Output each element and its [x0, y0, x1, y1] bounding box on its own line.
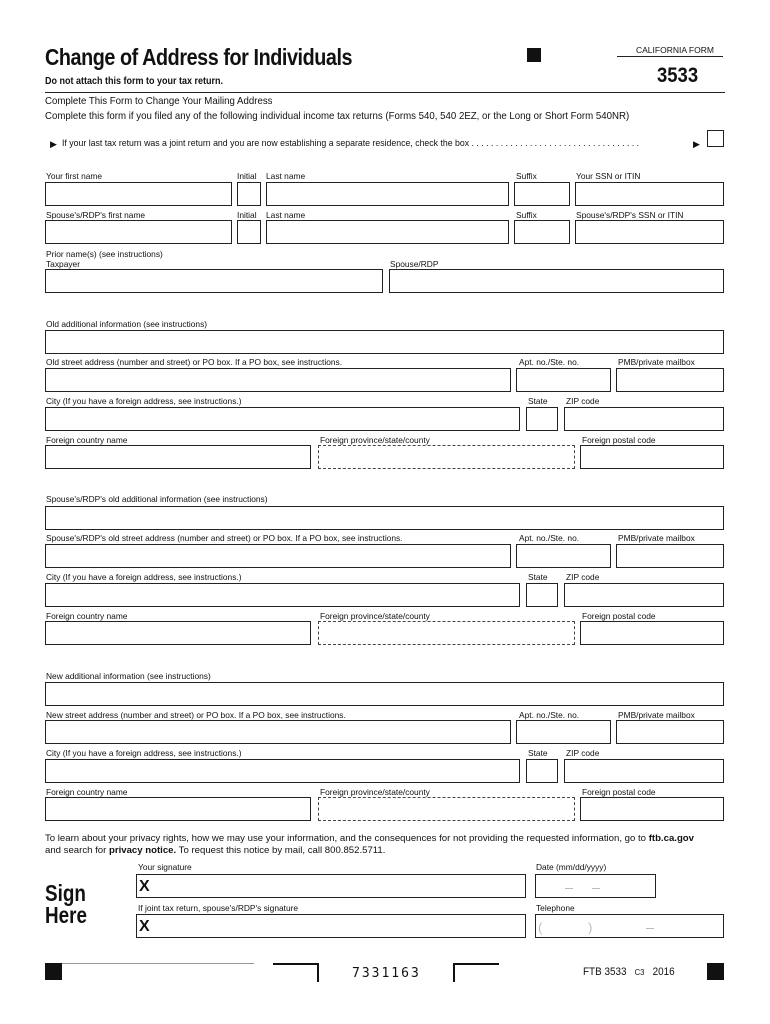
old-foreign-province-label: Foreign province/state/county — [320, 435, 430, 445]
your-signature-label: Your signature — [138, 862, 192, 872]
date-separator-2 — [592, 888, 600, 889]
spouse-old-pmb-label: PMB/private mailbox — [618, 533, 695, 543]
new-street-field[interactable] — [45, 720, 511, 744]
spouse-old-apt-field[interactable] — [516, 544, 611, 568]
your-initial-field[interactable] — [237, 182, 261, 206]
privacy-notice-keyword: privacy notice. — [109, 845, 177, 856]
spouse-old-state-label: State — [528, 572, 548, 582]
old-street-field[interactable] — [45, 368, 511, 392]
sign-word: Sign — [45, 880, 86, 906]
footer-form-id — [583, 966, 675, 978]
spouse-old-state-field[interactable] — [526, 583, 558, 607]
new-foreign-postal-label: Foreign postal code — [582, 787, 656, 797]
telephone-label: Telephone — [536, 903, 575, 913]
spouse-old-apt-label: Apt. no./Ste. no. — [519, 533, 580, 543]
spouse-old-foreign-postal-label: Foreign postal code — [582, 611, 656, 621]
spouse-suffix-field[interactable] — [514, 220, 570, 244]
old-zip-label: ZIP code — [566, 396, 600, 406]
your-signature-field[interactable] — [136, 874, 526, 898]
spouse-ssn-label: Spouse's/RDP's SSN or ITIN — [576, 210, 684, 220]
new-state-field[interactable] — [526, 759, 558, 783]
prior-name-taxpayer-field[interactable] — [45, 269, 383, 293]
privacy-notice — [45, 833, 694, 857]
registration-mark-bottom-left — [45, 963, 62, 980]
new-foreign-province-field[interactable] — [318, 797, 575, 821]
your-ssn-field[interactable] — [575, 182, 724, 206]
new-city-field[interactable] — [45, 759, 520, 783]
spouse-old-foreign-postal-field[interactable] — [580, 621, 724, 645]
footer-year: 2016 — [652, 966, 675, 978]
footer-bracket-right — [453, 963, 499, 982]
footer-form-name: FTB 3533 — [583, 966, 627, 978]
new-street-label: New street address (number and street) or PO box. If a PO box, see instructions. — [46, 710, 346, 720]
old-city-field[interactable] — [45, 407, 520, 431]
old-state-field[interactable] — [526, 407, 558, 431]
spouse-old-foreign-province-field[interactable] — [318, 621, 575, 645]
privacy-text-2: and search for — [45, 845, 109, 856]
new-city-label: City (If you have a foreign address, see instructions.) — [46, 748, 242, 758]
old-city-label: City (If you have a foreign address, see instructions.) — [46, 396, 242, 406]
your-signature-x-mark: X — [139, 878, 150, 895]
old-foreign-postal-label: Foreign postal code — [582, 435, 656, 445]
header-divider — [45, 92, 725, 93]
spouse-old-foreign-country-field[interactable] — [45, 621, 311, 645]
registration-mark-top — [527, 48, 541, 62]
telephone-separator — [646, 928, 654, 929]
spouse-first-name-field[interactable] — [45, 220, 232, 244]
new-zip-field[interactable] — [564, 759, 724, 783]
date-label: Date (mm/dd/yyyy) — [536, 862, 607, 872]
your-first-name-field[interactable] — [45, 182, 232, 206]
spouse-ssn-field[interactable] — [575, 220, 724, 244]
old-apt-field[interactable] — [516, 368, 611, 392]
old-additional-label: Old additional information (see instructions) — [46, 319, 208, 329]
section-heading: Complete This Form to Change Your Mailing Address — [45, 95, 273, 107]
spouse-old-street-label: Spouse's/RDP's old street address (number and street) or PO box. If a PO box, see instructions. — [46, 533, 403, 543]
privacy-link[interactable]: ftb.ca.gov — [648, 833, 694, 844]
old-foreign-country-label: Foreign country name — [46, 435, 128, 445]
old-pmb-label: PMB/private mailbox — [618, 357, 695, 367]
spouse-old-city-label: City (If you have a foreign address, see instructions.) — [46, 572, 242, 582]
spouse-suffix-label: Suffix — [516, 210, 537, 220]
new-zip-label: ZIP code — [566, 748, 600, 758]
your-last-name-field[interactable] — [266, 182, 509, 206]
spouse-signature-label: If joint tax return, spouse's/RDP's signature — [138, 903, 299, 913]
old-foreign-postal-field[interactable] — [580, 445, 724, 469]
do-not-attach-note: Do not attach this form to your tax return. — [45, 76, 224, 87]
new-pmb-label: PMB/private mailbox — [618, 710, 695, 720]
old-foreign-country-field[interactable] — [45, 445, 311, 469]
new-apt-field[interactable] — [516, 720, 611, 744]
spouse-signature-field[interactable] — [136, 914, 526, 938]
spouse-old-pmb-field[interactable] — [616, 544, 724, 568]
spouse-old-additional-field[interactable] — [45, 506, 724, 530]
spouse-initial-label: Initial — [237, 210, 257, 220]
new-foreign-postal-field[interactable] — [580, 797, 724, 821]
privacy-text: To learn about your privacy rights, how we may use your information, and the consequences for not providing the requested information, go to — [45, 833, 649, 844]
registration-mark-bottom-right — [707, 963, 724, 980]
telephone-area-paren-open: ( — [538, 920, 543, 935]
privacy-mail-text: To request this notice by mail, call 800.852.5711. — [176, 845, 386, 856]
new-state-label: State — [528, 748, 548, 758]
form-scan-code: 7331163 — [352, 966, 421, 981]
spouse-old-zip-label: ZIP code — [566, 572, 600, 582]
spouse-old-zip-field[interactable] — [564, 583, 724, 607]
old-street-label: Old street address (number and street) or PO box. If a PO box, see instructions. — [46, 357, 343, 367]
california-form-label: CALIFORNIA FORM — [636, 45, 714, 55]
new-foreign-province-label: Foreign province/state/county — [320, 787, 430, 797]
spouse-old-additional-label: Spouse's/RDP's old additional information (see instructions) — [46, 494, 268, 504]
new-foreign-country-field[interactable] — [45, 797, 311, 821]
joint-return-note: If your last tax return was a joint return and you are now establishing a separate residence, check the box . . . . . . . . . . . . . . . . . . . . . . . . . . . . . . . . . . . — [62, 138, 640, 149]
initial-label: Initial — [237, 171, 257, 181]
spouse-signature-x-mark: X — [139, 918, 150, 935]
old-apt-label: Apt. no./Ste. no. — [519, 357, 580, 367]
old-state-label: State — [528, 396, 548, 406]
sign-here-heading — [45, 882, 87, 926]
prior-names-label: Prior name(s) (see instructions) — [46, 249, 163, 259]
old-foreign-province-field[interactable] — [318, 445, 575, 469]
your-first-name-label: Your first name — [46, 171, 103, 181]
spouse-old-street-field[interactable] — [45, 544, 511, 568]
triangle-icon: ▶ — [693, 139, 700, 149]
suffix-label: Suffix — [516, 171, 537, 181]
spouse-last-name-field[interactable] — [266, 220, 509, 244]
taxpayer-label: Taxpayer — [46, 259, 80, 269]
spouse-first-name-label: Spouse's/RDP's first name — [46, 210, 146, 220]
spouse-initial-field[interactable] — [237, 220, 261, 244]
date-field[interactable] — [535, 874, 656, 898]
new-foreign-country-label: Foreign country name — [46, 787, 128, 797]
last-name-label: Last name — [266, 171, 306, 181]
instructions-text: Complete this form if you filed any of the following individual income tax returns (Forms 540, 540 2EZ, or the Long or Short Form 540NR) — [45, 110, 630, 122]
old-additional-field[interactable] — [45, 330, 724, 354]
new-additional-label: New additional information (see instructions) — [46, 671, 211, 681]
spouse-last-name-label: Last name — [266, 210, 306, 220]
date-separator-1 — [565, 888, 573, 889]
spouse-old-city-field[interactable] — [45, 583, 520, 607]
new-pmb-field[interactable] — [616, 720, 724, 744]
footer-rule-left — [62, 963, 254, 964]
spouse-rdp-label: Spouse/RDP — [390, 259, 439, 269]
footer-bracket-left — [273, 963, 319, 982]
telephone-field[interactable] — [535, 914, 724, 938]
old-zip-field[interactable] — [564, 407, 724, 431]
here-word: Here — [45, 902, 87, 928]
old-pmb-field[interactable] — [616, 368, 724, 392]
prior-name-spouse-field[interactable] — [389, 269, 724, 293]
form-title: Change of Address for Individuals — [45, 44, 353, 70]
header-rule — [617, 56, 723, 57]
form-number: 3533 — [657, 64, 699, 87]
telephone-area-paren-close: ) — [588, 920, 593, 935]
spouse-old-foreign-province-label: Foreign province/state/county — [320, 611, 430, 621]
new-apt-label: Apt. no./Ste. no. — [519, 710, 580, 720]
spouse-old-foreign-country-label: Foreign country name — [46, 611, 128, 621]
triangle-icon: ▶ — [50, 139, 57, 149]
joint-return-checkbox[interactable] — [707, 130, 724, 147]
footer-revision: C3 — [634, 967, 645, 977]
your-suffix-field[interactable] — [514, 182, 570, 206]
new-additional-field[interactable] — [45, 682, 724, 706]
your-ssn-label: Your SSN or ITIN — [576, 171, 641, 181]
